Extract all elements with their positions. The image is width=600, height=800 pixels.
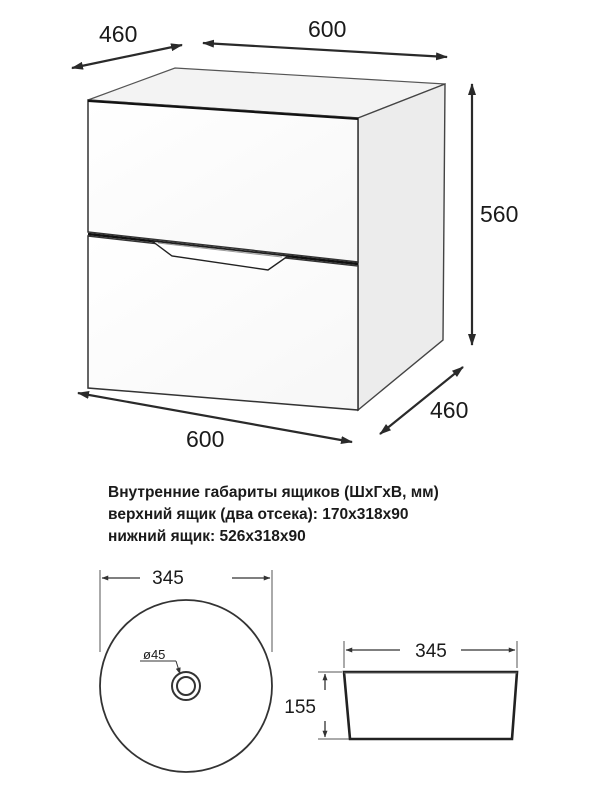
drawer-specs-heading: Внутренние габариты ящиков (ШхГхВ, мм) xyxy=(108,484,439,501)
basin-width-label: 345 xyxy=(415,641,447,662)
basin-diameter-label: 345 xyxy=(152,568,184,589)
cabinet-height-label: 560 xyxy=(480,201,519,227)
cabinet-width-bottom-label: 600 xyxy=(186,426,225,452)
upper-drawer-spec: верхний ящик (два отсека): 170х318х90 xyxy=(108,506,409,523)
cabinet-depth-top-label: 460 xyxy=(99,21,138,47)
basin-top-view xyxy=(100,570,272,772)
drain-diameter-label: ø45 xyxy=(143,647,166,662)
cabinet-width-top-label: 600 xyxy=(308,16,347,42)
basin-height-label: 155 xyxy=(284,697,316,718)
cabinet-right-side xyxy=(358,84,445,410)
basin-side-profile xyxy=(344,672,517,739)
drain-inner xyxy=(177,677,195,695)
lower-drawer-spec: нижний ящик: 526х318х90 xyxy=(108,528,306,545)
cabinet-depth-bottom-label: 460 xyxy=(430,397,469,423)
drawer-specs xyxy=(108,482,439,548)
cabinet-drawing xyxy=(88,68,445,410)
